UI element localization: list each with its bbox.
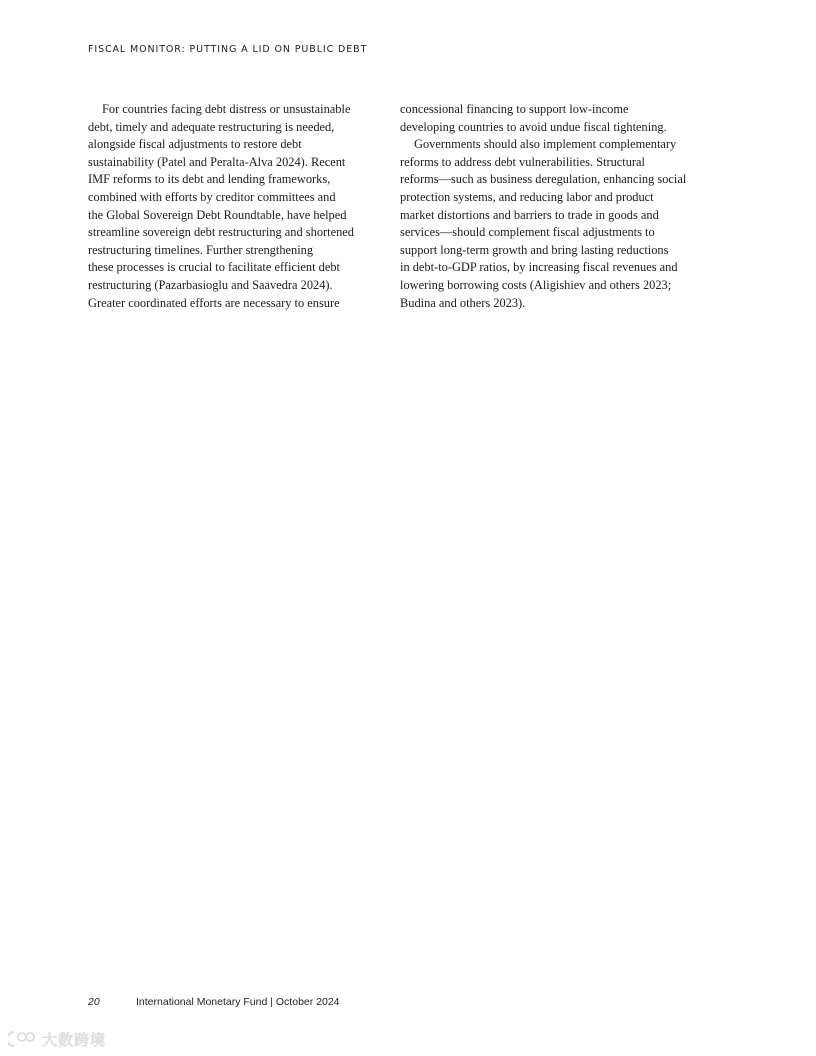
text-line: sustainability (Patel and Peralta-Alva 2024). Recent bbox=[88, 154, 346, 169]
text-line: IMF reforms to its debt and lending frameworks, bbox=[88, 172, 331, 187]
text-line: reforms to address debt vulnerabilities. Structural bbox=[400, 154, 645, 169]
text-line: alongside fiscal adjustments to restore debt bbox=[88, 137, 302, 152]
text-line: lowering borrowing costs (Aligishiev and others 2023; bbox=[400, 277, 672, 292]
text-line: combined with efforts by creditor committees and bbox=[88, 189, 336, 204]
left-column bbox=[88, 101, 378, 312]
publisher-line: International Monetary Fund | October 2024 bbox=[136, 996, 340, 1008]
text-line: services—should complement fiscal adjustments to bbox=[400, 225, 655, 240]
text-line: support long-term growth and bring lasting reductions bbox=[400, 242, 669, 257]
text-line: Budina and others 2023). bbox=[400, 295, 526, 310]
text-line: restructuring (Pazarbasioglu and Saavedra 2024). bbox=[88, 277, 333, 292]
text-line: Greater coordinated efforts are necessary to ensure bbox=[88, 295, 340, 310]
text-line: developing countries to avoid undue fiscal tightening. bbox=[400, 119, 667, 134]
watermark-text: 大数跨境 bbox=[42, 1030, 107, 1049]
text-line: debt, timely and adequate restructuring is needed, bbox=[88, 119, 335, 134]
text-line: restructuring timelines. Further strengthening bbox=[88, 242, 314, 257]
text-line: streamline sovereign debt restructuring and shortened bbox=[88, 225, 354, 240]
text-line: these processes is crucial to facilitate efficient debt bbox=[88, 260, 340, 275]
text-line: For countries facing debt distress or unsustainable bbox=[102, 102, 351, 116]
text-line: in debt-to-GDP ratios, by increasing fiscal revenues and bbox=[400, 260, 678, 275]
text-line: the Global Sovereign Debt Roundtable, have helped bbox=[88, 207, 347, 222]
watermark-logo-icon bbox=[8, 1028, 38, 1050]
text-line: protection systems, and reducing labor and product bbox=[400, 189, 654, 204]
text-line: Governments should also implement complementary bbox=[414, 137, 677, 152]
right-column bbox=[400, 101, 700, 312]
page-footer bbox=[88, 996, 340, 1008]
text-line: market distortions and barriers to trade in goods and bbox=[400, 207, 659, 222]
watermark bbox=[8, 1028, 106, 1050]
running-header: FISCAL MONITOR: PUTTING A LID ON PUBLIC DEBT bbox=[88, 44, 368, 55]
text-line: reforms—such as business deregulation, enhancing social bbox=[400, 172, 687, 187]
page-number: 20 bbox=[88, 996, 100, 1008]
text-line: concessional financing to support low-income bbox=[400, 102, 629, 116]
